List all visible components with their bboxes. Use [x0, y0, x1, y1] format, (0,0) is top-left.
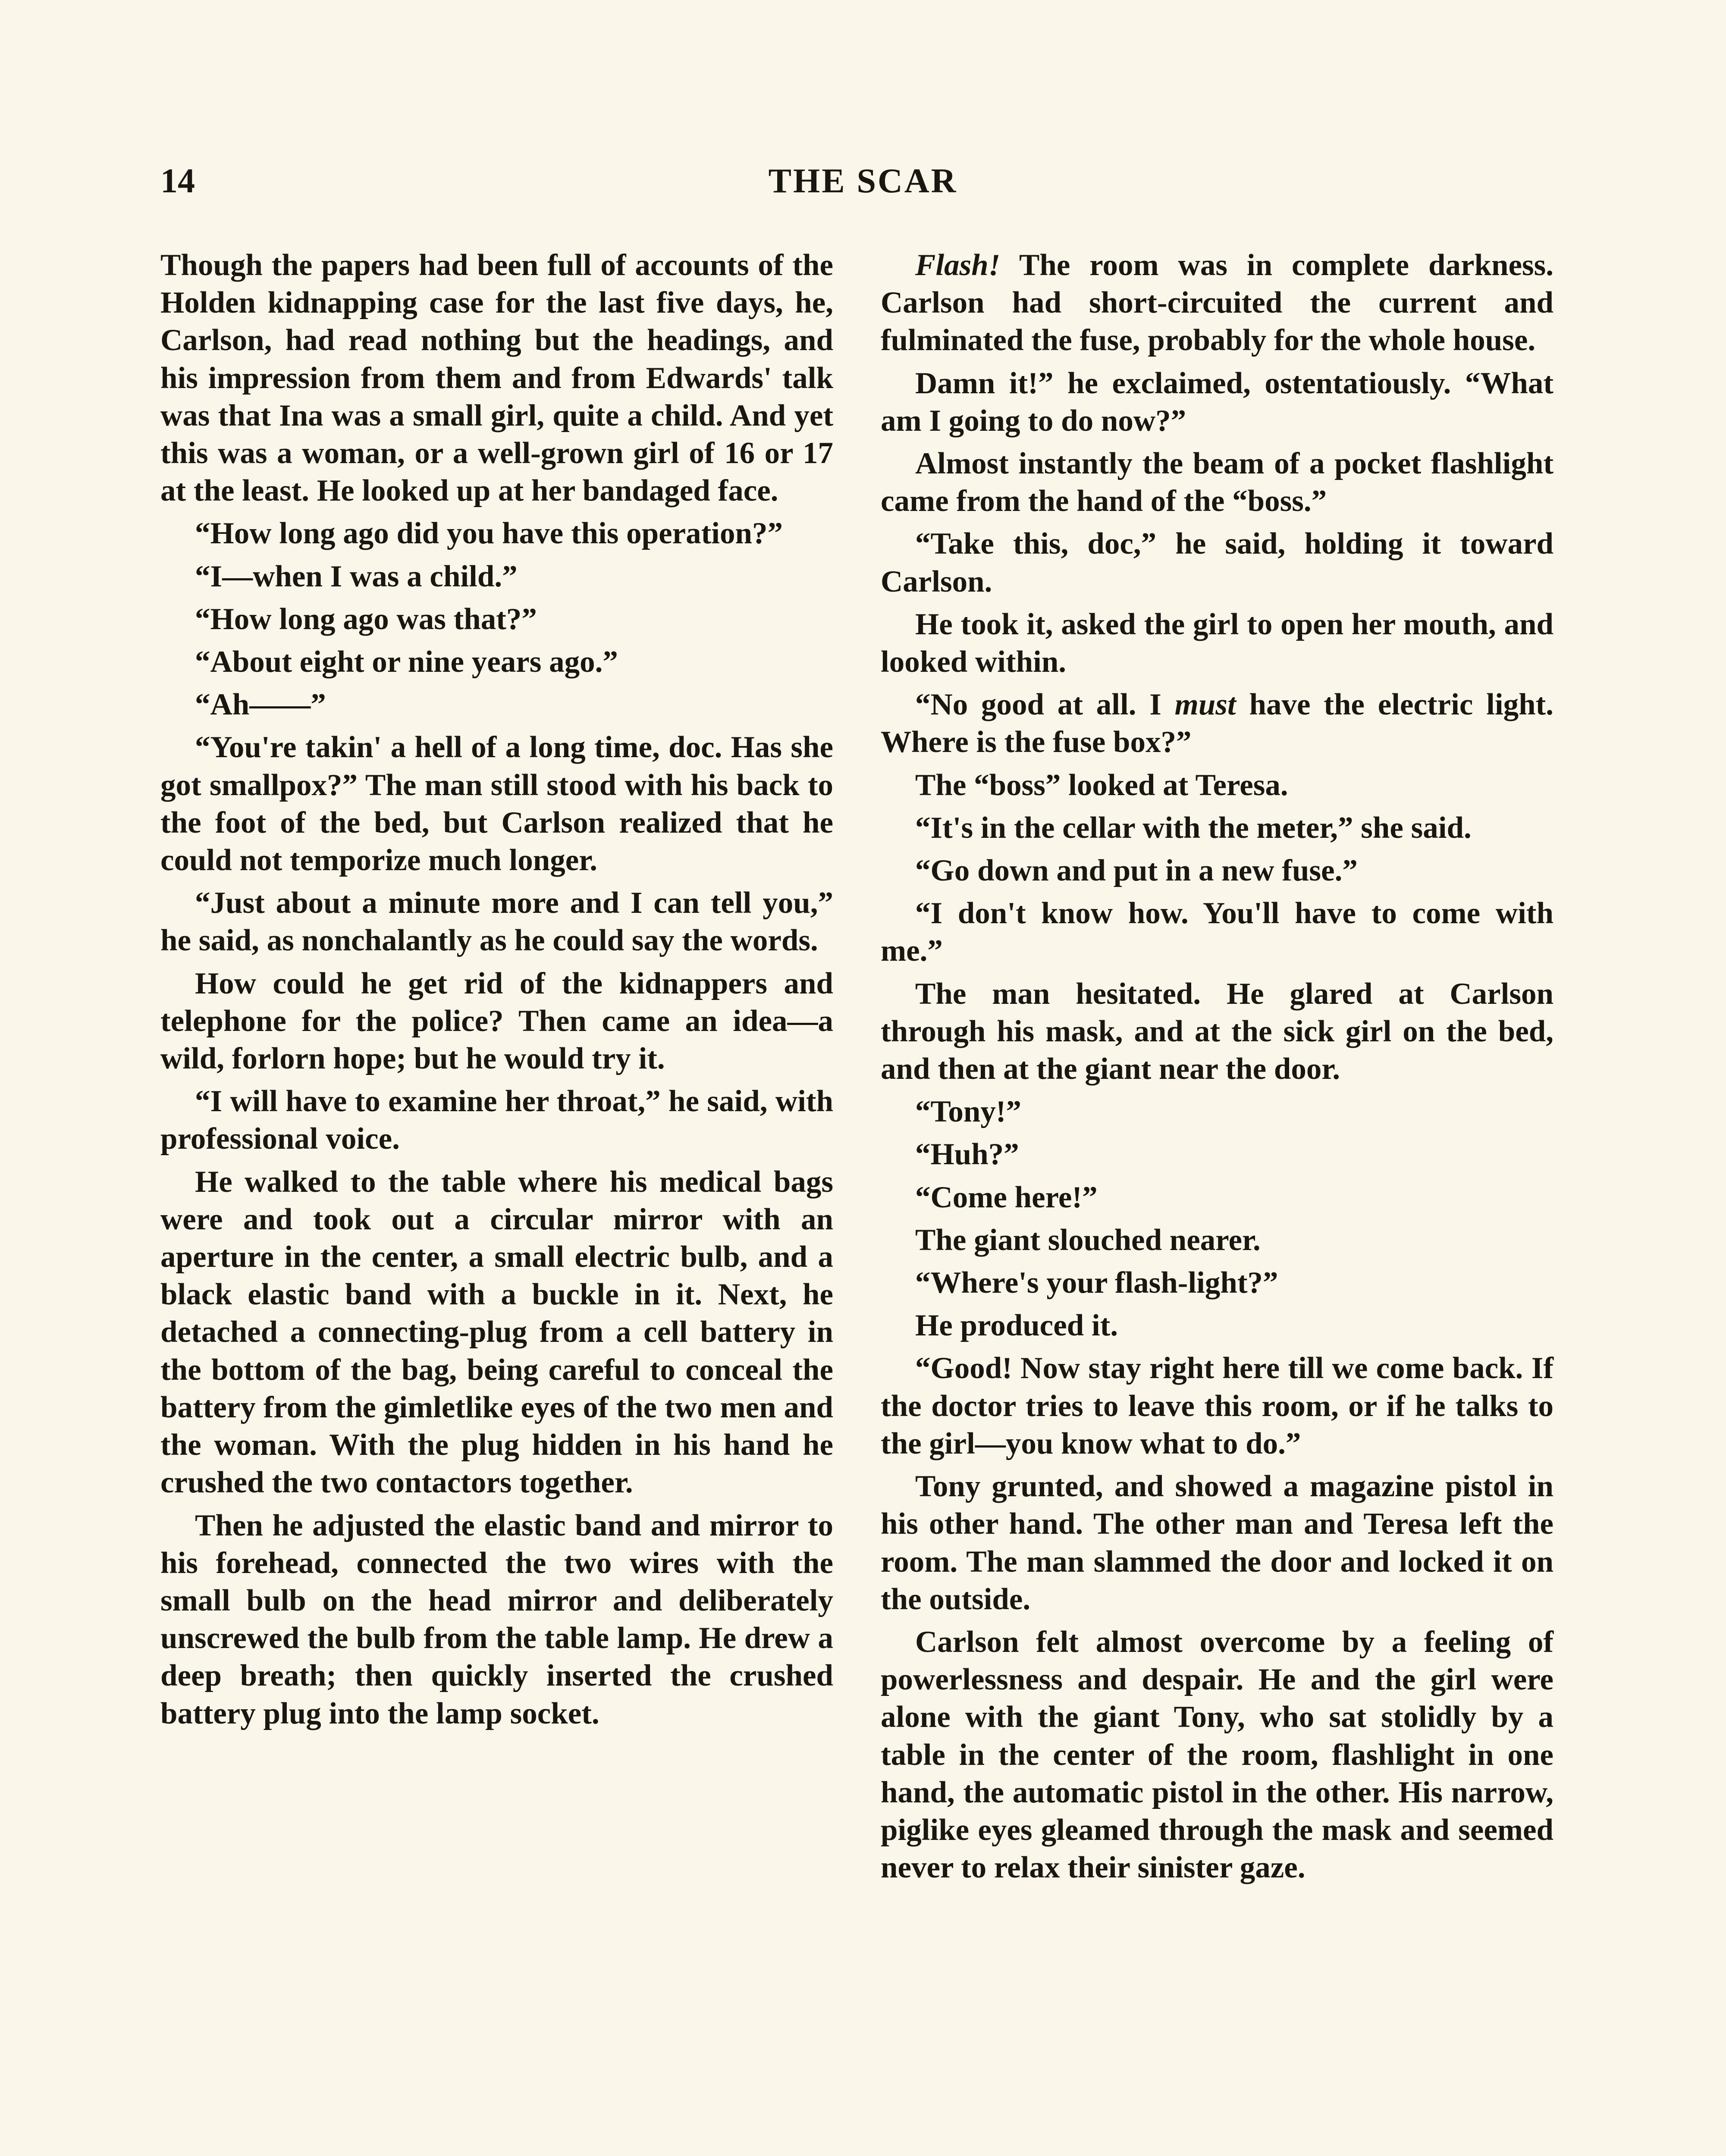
paragraph: “Go down and put in a new fuse.”	[915, 854, 1358, 888]
paragraph: “Just about a minute more and I can tell you,” he said, as nonchalantly as he could say the words.	[160, 886, 833, 958]
paragraph: “Come here!”	[915, 1180, 1098, 1214]
paragraph: “It's in the cellar with the meter,” she said.	[915, 811, 1472, 845]
paragraph-text: have the electric light. Where is the fuse box?”	[881, 688, 1553, 759]
paragraph: “How long ago was that?”	[195, 602, 537, 636]
paragraph: “How long ago did you have this operation?”	[195, 517, 783, 551]
italic-exclamation: Flash!	[915, 248, 1001, 282]
paragraph: The “boss” looked at Teresa.	[915, 768, 1288, 802]
paragraph: Damn it!” he exclaimed, ostentatiously. “What am I going to do now?”	[881, 366, 1553, 438]
paragraph: Though the papers had been full of accounts of the Holden kidnapping case for the last five days, he, Carlson, had read nothing but the headings, and his impression from them and from Edwards' talk was that Ina was a small girl, quite a child. And yet this was a woman, or a well-grown girl of 16 or 17 at the least. He looked up at her bandaged face.	[160, 248, 833, 508]
paragraph: “Good! Now stay right here till we come back. If the doctor tries to leave this room, or if he talks to the girl—you know what to do.”	[881, 1351, 1553, 1460]
italic-emphasis: must	[1174, 688, 1236, 722]
right-column	[881, 247, 1553, 1892]
running-title: THE SCAR	[768, 162, 958, 200]
paragraph: “I—when I was a child.”	[195, 559, 518, 593]
paragraph: Almost instantly the beam of a pocket flashlight came from the hand of the “boss.”	[881, 447, 1553, 518]
page-number: 14	[160, 162, 195, 200]
paragraph: “I will have to examine her throat,” he said, with professional voice.	[160, 1084, 833, 1156]
paragraph: He produced it.	[915, 1309, 1118, 1343]
paragraph: How could he get rid of the kidnappers and telephone for the police? Then came an idea—a wild, forlorn hope; but he would try it.	[160, 966, 833, 1076]
paragraph	[881, 247, 1553, 360]
paragraph: The man hesitated. He glared at Carlson through his mask, and at the sick girl on the bed, and then at the giant near the door.	[881, 977, 1553, 1086]
paragraph: “Tony!”	[915, 1095, 1021, 1129]
paragraph: Carlson felt almost overcome by a feeling of powerlessness and despair. He and the girl were alone with the giant Tony, who sat stolidly by a table in the center of the room, flashlight in one hand, the automatic pistol in the other. His narrow, piglike eyes gleamed through the mask and seemed never to relax their sinister gaze.	[881, 1625, 1553, 1885]
paragraph: He took it, asked the girl to open her mouth, and looked within.	[881, 607, 1553, 679]
paragraph: “Huh?”	[915, 1138, 1019, 1172]
paragraph-text: The room was in complete darkness. Carlson had short-circuited the current and fulminated the fuse, probably for the whole house.	[881, 248, 1553, 357]
paragraph: The giant slouched nearer.	[915, 1223, 1261, 1257]
paragraph: “I don't know how. You'll have to come with me.”	[881, 896, 1553, 968]
paragraph: “Ah——”	[195, 688, 326, 722]
paragraph-text: “No good at all. I	[915, 688, 1175, 722]
paragraph	[881, 686, 1553, 761]
paragraph: Tony grunted, and showed a magazine pistol in his other hand. The other man and Teresa left the room. The man slammed the door and locked it on the outside.	[881, 1470, 1553, 1616]
paragraph: He walked to the table where his medical bags were and took out a circular mirror with an aperture in the center, a small electric bulb, and a black elastic band with a buckle in it. Next, he detached a connecting-plug from a cell battery in the bottom of the bag, being careful to conceal the battery from the gimletlike eyes of the two men and the woman. With the plug hidden in his hand he crushed the two contactors together.	[160, 1165, 833, 1500]
paragraph: Then he adjusted the elastic band and mirror to his forehead, connected the two wires with the small bulb on the head mirror and deliberately unscrewed the bulb from the table lamp. He drew a deep breath; then quickly inserted the crushed battery plug into the lamp socket.	[160, 1508, 833, 1730]
paragraph: “Take this, doc,” he said, holding it toward Carlson.	[881, 527, 1553, 599]
left-column	[160, 247, 833, 1738]
paragraph: “About eight or nine years ago.”	[195, 645, 618, 679]
paragraph: “You're takin' a hell of a long time, doc. Has she got smallpox?” The man still stood with his back to the foot of the bed, but Carlson realized that he could not temporize much longer.	[160, 730, 833, 877]
paragraph: “Where's your flash-light?”	[915, 1266, 1278, 1300]
